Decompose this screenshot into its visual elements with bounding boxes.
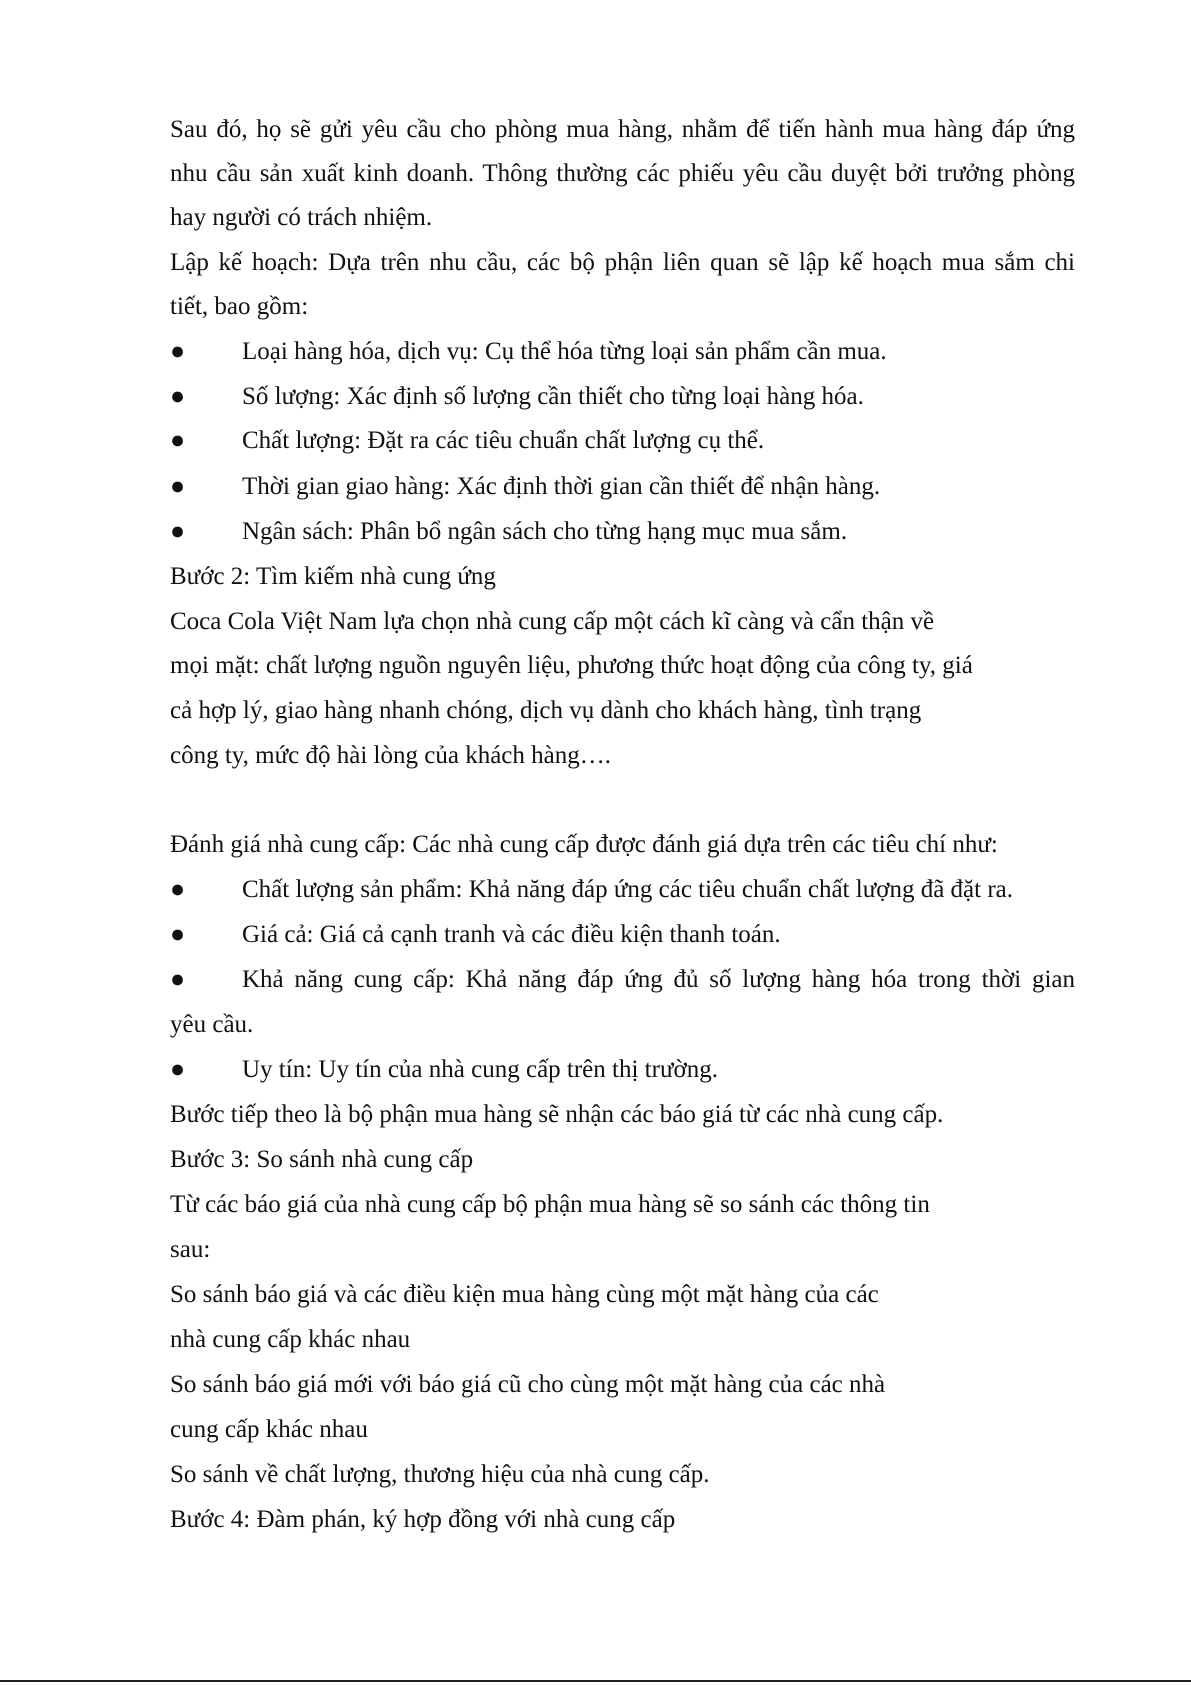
paragraph-line: tiết, bao gồm: xyxy=(170,293,309,320)
bullet-icon: ● xyxy=(170,427,186,454)
bullet-icon: ● xyxy=(170,966,186,993)
section-heading: Bước 3: So sánh nhà cung cấp xyxy=(170,1146,474,1173)
paragraph-line: So sánh báo giá mới với báo giá cũ cho cùng một mặt hàng của các nhà xyxy=(170,1371,886,1398)
bullet-icon: ● xyxy=(170,383,186,410)
paragraph-line: Coca Cola Việt Nam lựa chọn nhà cung cấp một cách kĩ càng và cẩn thận về xyxy=(170,608,935,635)
list-item: Số lượng: Xác định số lượng cần thiết cho từng loại hàng hóa. xyxy=(242,383,864,410)
bullet-icon: ● xyxy=(170,338,186,365)
section-heading: Bước 4: Đàm phán, ký hợp đồng với nhà cung cấp xyxy=(170,1506,676,1533)
paragraph-line: sau: xyxy=(170,1236,211,1263)
list-item: Thời gian giao hàng: Xác định thời gian cần thiết để nhận hàng. xyxy=(242,473,881,500)
section-heading: Bước 2: Tìm kiếm nhà cung ứng xyxy=(170,563,496,590)
list-item: Khả năng cung cấp: Khả năng đáp ứng đủ số lượng hàng hóa trong thời gian xyxy=(242,966,1075,993)
bullet-icon: ● xyxy=(170,921,186,948)
paragraph-line: hay người có trách nhiệm. xyxy=(170,204,433,231)
paragraph-line: nhu cầu sản xuất kinh doanh. Thông thường các phiếu yêu cầu duyệt bởi trưởng phòng xyxy=(170,160,1075,187)
bullet-icon: ● xyxy=(170,876,186,903)
paragraph-line: Từ các báo giá của nhà cung cấp bộ phận mua hàng sẽ so sánh các thông tin xyxy=(170,1191,930,1218)
paragraph-line: mọi mặt: chất lượng nguồn nguyên liệu, phương thức hoạt động của công ty, giá xyxy=(170,652,973,679)
paragraph-line: cả hợp lý, giao hàng nhanh chóng, dịch vụ dành cho khách hàng, tình trạng xyxy=(170,697,922,724)
bullet-icon: ● xyxy=(170,473,186,500)
list-item: Loại hàng hóa, dịch vụ: Cụ thể hóa từng loại sản phẩm cần mua. xyxy=(242,338,887,365)
list-item: Ngân sách: Phân bổ ngân sách cho từng hạng mục mua sắm. xyxy=(242,518,848,545)
paragraph-line: cung cấp khác nhau xyxy=(170,1416,368,1443)
paragraph-line: Bước tiếp theo là bộ phận mua hàng sẽ nhận các báo giá từ các nhà cung cấp. xyxy=(170,1101,944,1128)
list-item: Chất lượng: Đặt ra các tiêu chuẩn chất lượng cụ thể. xyxy=(242,427,765,454)
paragraph-line: công ty, mức độ hài lòng của khách hàng…. xyxy=(170,742,611,769)
list-item: Chất lượng sản phẩm: Khả năng đáp ứng các tiêu chuẩn chất lượng đã đặt ra. xyxy=(242,876,1014,903)
page-bottom-rule xyxy=(0,1680,1191,1682)
paragraph-line: Lập kế hoạch: Dựa trên nhu cầu, các bộ phận liên quan sẽ lập kế hoạch mua sắm chi xyxy=(170,249,1075,276)
paragraph-line: Đánh giá nhà cung cấp: Các nhà cung cấp được đánh giá dựa trên các tiêu chí như: xyxy=(170,831,998,858)
paragraph-line: Sau đó, họ sẽ gửi yêu cầu cho phòng mua hàng, nhằm để tiến hành mua hàng đáp ứng xyxy=(170,116,1075,143)
bullet-icon: ● xyxy=(170,518,186,545)
paragraph-line: nhà cung cấp khác nhau xyxy=(170,1326,411,1353)
paragraph-line: So sánh báo giá và các điều kiện mua hàng cùng một mặt hàng của các xyxy=(170,1281,879,1308)
list-item: Uy tín: Uy tín của nhà cung cấp trên thị trường. xyxy=(242,1056,718,1083)
paragraph-line: So sánh về chất lượng, thương hiệu của nhà cung cấp. xyxy=(170,1461,710,1488)
list-item-continuation: yêu cầu. xyxy=(170,1011,254,1038)
list-item: Giá cả: Giá cả cạnh tranh và các điều kiện thanh toán. xyxy=(242,921,781,948)
bullet-icon: ● xyxy=(170,1056,186,1083)
